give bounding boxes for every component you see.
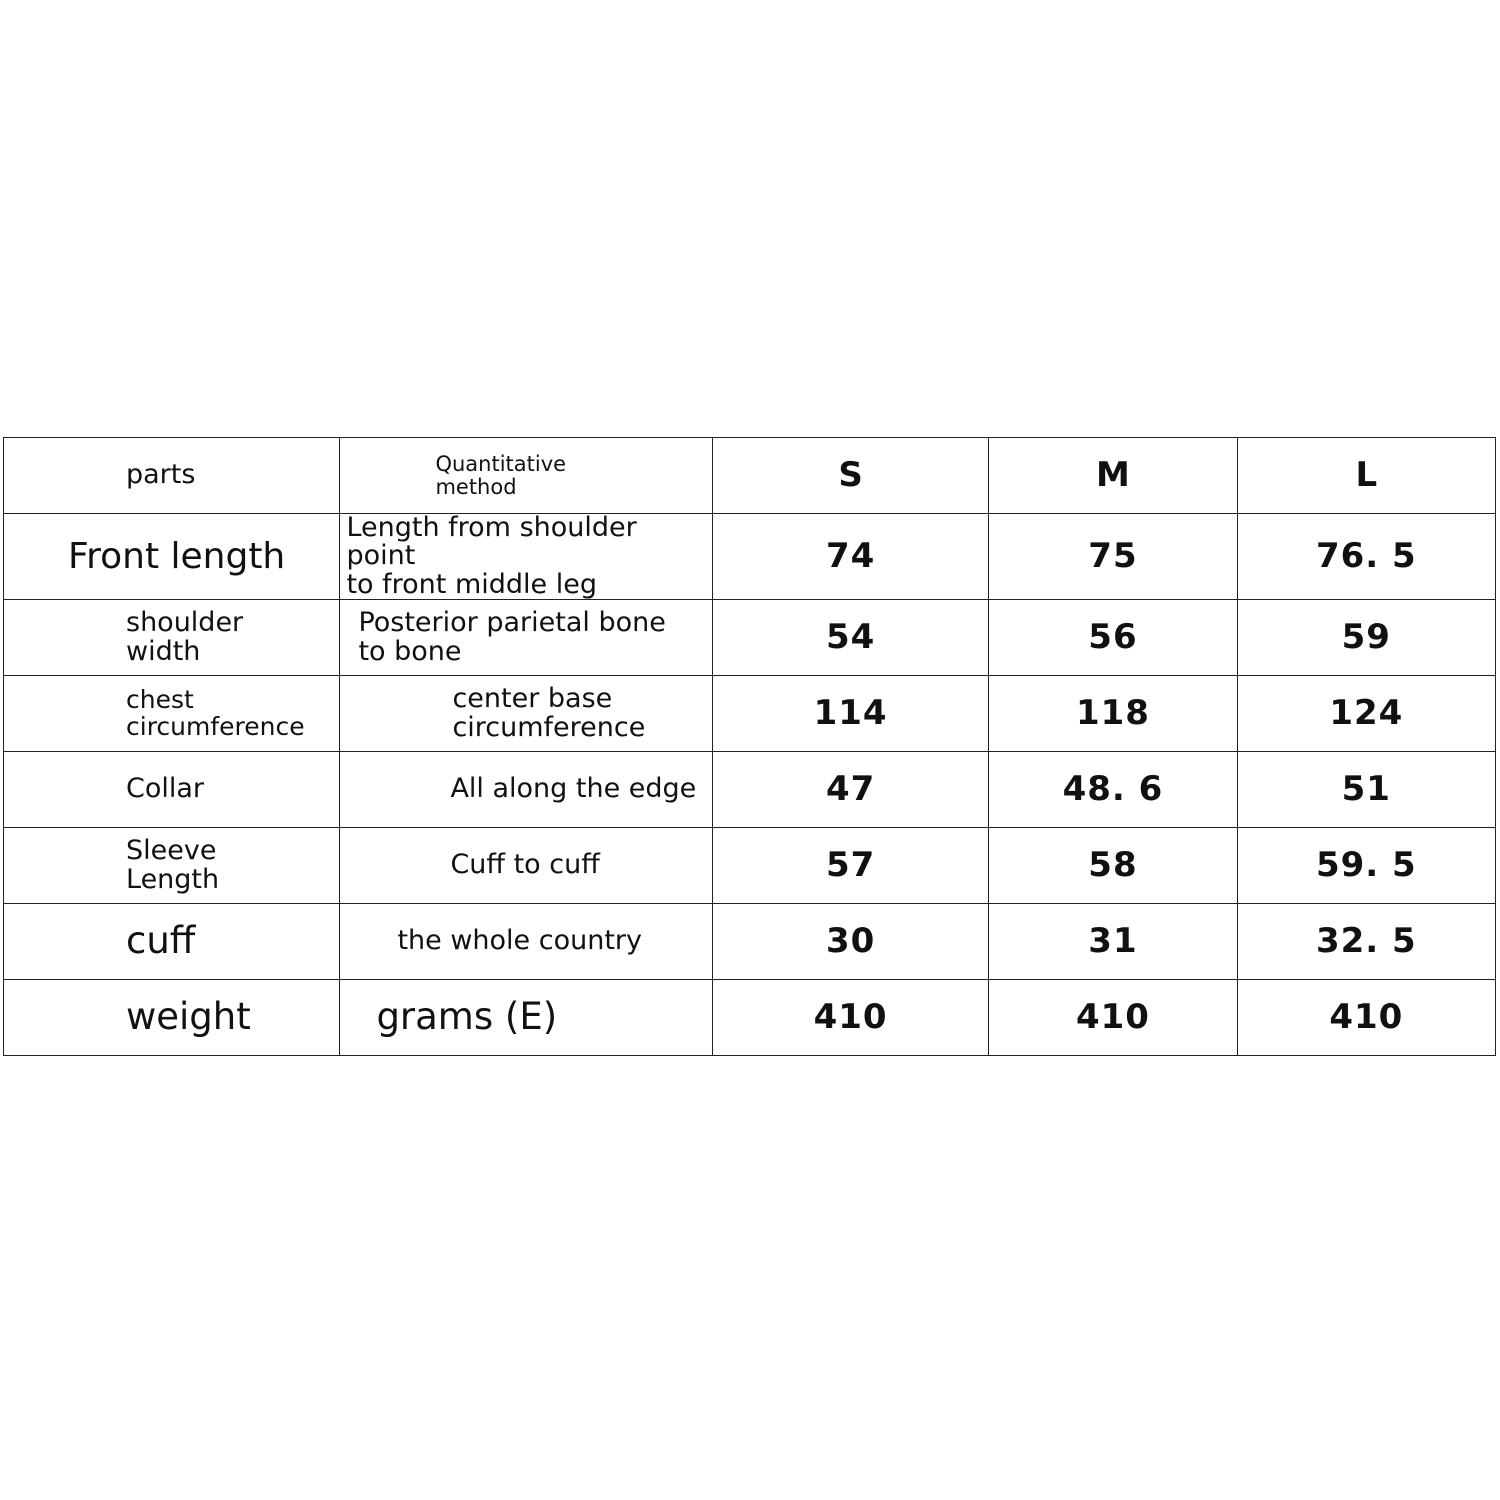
- value-l: 59: [1237, 600, 1495, 676]
- table-row: [4, 676, 1496, 752]
- part-label: chest circumference: [4, 676, 340, 752]
- header-size-m: M: [989, 438, 1237, 514]
- value-s: 410: [712, 980, 988, 1056]
- method-label: grams (E): [340, 980, 712, 1056]
- table-row: [4, 514, 1496, 600]
- part-label: Collar: [4, 752, 340, 828]
- value-l: 124: [1237, 676, 1495, 752]
- value-m: 48. 6: [989, 752, 1237, 828]
- part-label: shoulder width: [4, 600, 340, 676]
- table-row: [4, 904, 1496, 980]
- table-row: [4, 828, 1496, 904]
- value-m: 58: [989, 828, 1237, 904]
- value-m: 31: [989, 904, 1237, 980]
- value-s: 47: [712, 752, 988, 828]
- header-parts: parts: [4, 438, 340, 514]
- part-label: cuff: [4, 904, 340, 980]
- header-row: [4, 438, 1496, 514]
- method-label: All along the edge: [340, 752, 712, 828]
- value-s: 57: [712, 828, 988, 904]
- table-row: [4, 752, 1496, 828]
- value-s: 30: [712, 904, 988, 980]
- value-s: 74: [712, 514, 988, 600]
- header-size-l: L: [1237, 438, 1495, 514]
- part-label: weight: [4, 980, 340, 1056]
- method-label: Length from shoulder point to front middle leg: [340, 514, 712, 600]
- value-l: 51: [1237, 752, 1495, 828]
- value-l: 59. 5: [1237, 828, 1495, 904]
- method-label: the whole country: [340, 904, 712, 980]
- value-l: 32. 5: [1237, 904, 1495, 980]
- header-size-s: S: [712, 438, 988, 514]
- value-s: 54: [712, 600, 988, 676]
- method-label: center base circumference: [340, 676, 712, 752]
- value-m: 56: [989, 600, 1237, 676]
- size-chart-table: [3, 437, 1496, 1056]
- header-method: Quantitative method: [340, 438, 712, 514]
- method-label: Cuff to cuff: [340, 828, 712, 904]
- part-label: Sleeve Length: [4, 828, 340, 904]
- table-row: [4, 980, 1496, 1056]
- value-m: 410: [989, 980, 1237, 1056]
- value-m: 75: [989, 514, 1237, 600]
- method-label: Posterior parietal bone to bone: [340, 600, 712, 676]
- table-row: [4, 600, 1496, 676]
- value-l: 76. 5: [1237, 514, 1495, 600]
- value-l: 410: [1237, 980, 1495, 1056]
- part-label: Front length: [4, 514, 340, 600]
- value-m: 118: [989, 676, 1237, 752]
- value-s: 114: [712, 676, 988, 752]
